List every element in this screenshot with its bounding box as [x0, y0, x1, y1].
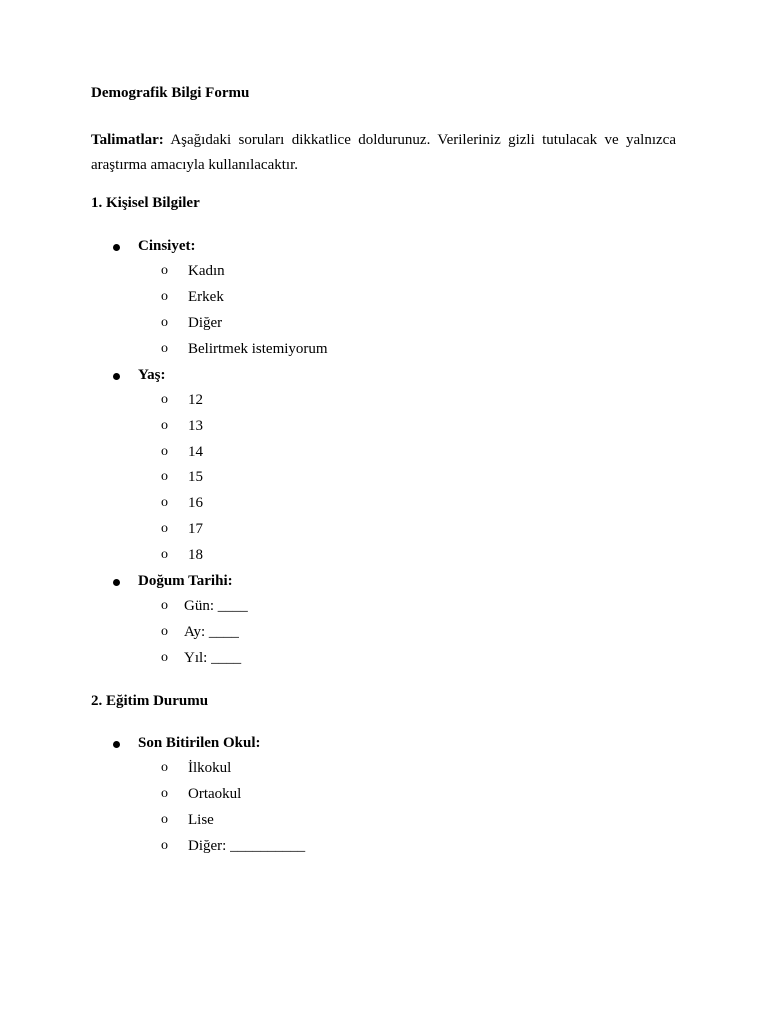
- hollow-bullet-icon: o: [161, 650, 168, 665]
- option-label: 14: [188, 444, 203, 460]
- hollow-bullet-icon: o: [161, 495, 168, 510]
- option-label: 12: [188, 392, 203, 408]
- bullet-icon: [113, 741, 120, 748]
- instructions-paragraph: [91, 128, 676, 178]
- option-label: Ortaokul: [188, 786, 242, 802]
- option-label: 16: [188, 495, 203, 511]
- bullet-icon: [113, 244, 120, 251]
- option-label: 13: [188, 418, 203, 434]
- bullet-icon: [113, 579, 120, 586]
- option-label: İlkokul: [188, 760, 232, 776]
- field-label-gender: Cinsiyet:: [138, 238, 196, 254]
- option-label: Erkek: [188, 289, 224, 305]
- section-heading-education: 2. Eğitim Durumu: [91, 693, 209, 709]
- hollow-bullet-icon: o: [161, 598, 168, 613]
- hollow-bullet-icon: o: [161, 263, 168, 278]
- option-label: Yıl: ____: [184, 650, 242, 666]
- document-page: [91, 0, 676, 1024]
- hollow-bullet-icon: o: [161, 392, 168, 407]
- hollow-bullet-icon: o: [161, 418, 168, 433]
- option-label: Ay: ____: [184, 624, 239, 640]
- hollow-bullet-icon: o: [161, 469, 168, 484]
- option-label: 17: [188, 521, 203, 537]
- option-label: Gün: ____: [184, 598, 248, 614]
- hollow-bullet-icon: o: [161, 786, 168, 801]
- option-label: Belirtmek istemiyorum: [188, 341, 328, 357]
- instructions-text: Aşağıdaki soruları dikkatlice doldurunuz. Verileriniz gizli tutulacak ve yalnızca araştırma amacıyla kullanılacaktır.: [91, 132, 676, 173]
- field-label-birthdate: Doğum Tarihi:: [138, 573, 233, 589]
- bullet-icon: [113, 373, 120, 380]
- option-label: 15: [188, 469, 203, 485]
- form-title: Demografik Bilgi Formu: [91, 85, 250, 101]
- hollow-bullet-icon: o: [161, 289, 168, 304]
- option-label: Diğer: [188, 315, 223, 331]
- hollow-bullet-icon: o: [161, 341, 168, 356]
- instructions-lead: Talimatlar:: [91, 132, 164, 148]
- hollow-bullet-icon: o: [161, 547, 168, 562]
- section-heading-personal: 1. Kişisel Bilgiler: [91, 195, 200, 211]
- option-label: 18: [188, 547, 203, 563]
- option-label: Lise: [188, 812, 214, 828]
- option-label: Kadın: [188, 263, 225, 279]
- hollow-bullet-icon: o: [161, 521, 168, 536]
- hollow-bullet-icon: o: [161, 444, 168, 459]
- field-label-age: Yaş:: [138, 367, 166, 383]
- hollow-bullet-icon: o: [161, 812, 168, 827]
- field-label-last-school: Son Bitirilen Okul:: [138, 735, 261, 751]
- hollow-bullet-icon: o: [161, 315, 168, 330]
- option-label: Diğer: __________: [188, 838, 306, 854]
- hollow-bullet-icon: o: [161, 760, 168, 775]
- hollow-bullet-icon: o: [161, 624, 168, 639]
- hollow-bullet-icon: o: [161, 838, 168, 853]
